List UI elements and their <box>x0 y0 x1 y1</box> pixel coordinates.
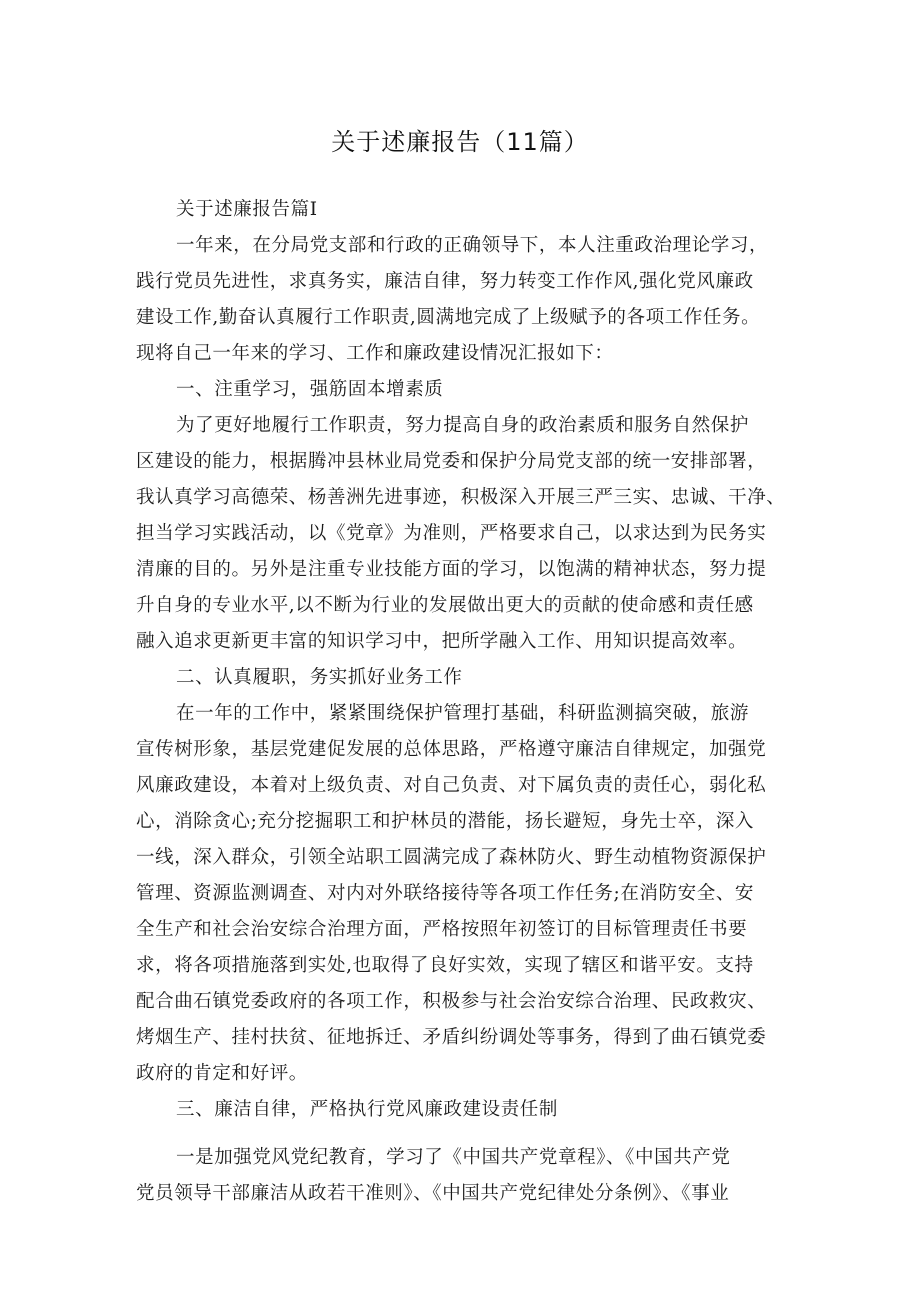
text-line: 关于述廉报告篇Ⅰ <box>176 199 318 220</box>
paragraph-gap <box>136 1128 788 1140</box>
document-title: 关于述廉报告（11篇） <box>331 128 589 156</box>
document-body <box>136 192 788 1212</box>
text-line: 求，将各项措施落到实处,也取得了良好实效，实现了辖区和谐平安。支持 <box>136 955 754 976</box>
text-line: 全生产和社会治安综合治理方面，严格按照年初签订的目标管理责任书要 <box>136 919 748 940</box>
text-line: 一是加强党风党纪教育，学习了《中国共产党章程》、《中国共产党 <box>176 1147 731 1168</box>
text-line: 为了更好地履行工作职责，努力提高自身的政治素质和服务自然保护 <box>176 415 750 436</box>
text-line: 风廉政建设，本着对上级负责、对自己负责、对下属负责的责任心，弱化私 <box>136 775 767 796</box>
text-line: 升自身的专业水平,以不断为行业的发展做出更大的贡献的使命感和责任感 <box>136 595 754 616</box>
text-line: 践行党员先进性，求真务实，廉洁自律，努力转变工作作风,强化党风廉政 <box>136 271 754 292</box>
text-line: 建设工作,勤奋认真履行工作职责,圆满地完成了上级赋予的各项工作任务。 <box>136 307 761 328</box>
text-line: 融入追求更新更丰富的知识学习中，把所学融入工作、用知识提高效率。 <box>136 631 748 652</box>
text-line: 现将自己一年来的学习、工作和廉政建设情况汇报如下： <box>136 343 614 364</box>
text-line: 心，消除贪心;充分挖掘职工和护林员的潜能，扬长避短，身先士卒，深入 <box>136 811 755 832</box>
text-line: 二、认真履职，务实抓好业务工作 <box>176 667 463 688</box>
text-line: 区建设的能力，根据腾冲县林业局党委和保护分局党支部的统一安排部署， <box>136 451 767 472</box>
text-line: 管理、资源监测调查、对内对外联络接待等各项工作任务;在消防安全、安 <box>136 883 755 904</box>
text-line: 政府的肯定和好评。 <box>136 1063 308 1084</box>
text-line: 配合曲石镇党委政府的各项工作，积极参与社会治安综合治理、民政救灾、 <box>136 991 767 1012</box>
text-line: 担当学习实践活动，以《党章》为准则，严格要求自己，以求达到为民务实 <box>136 523 767 544</box>
text-line: 烤烟生产、挂村扶贫、征地拆迁、矛盾纠纷调处等事务，得到了曲石镇党委 <box>136 1027 767 1048</box>
text-line: 清廉的目的。另外是注重专业技能方面的学习，以饱满的精神状态，努力提 <box>136 559 767 580</box>
text-line: 党员领导干部廉洁从政若干准则》、《中国共产党纪律处分条例》、《事业 <box>136 1183 730 1204</box>
text-line: 宣传树形象，基层党建促发展的总体思路，严格遵守廉洁自律规定，加强党 <box>136 739 767 760</box>
text-line: 一线，深入群众，引领全站职工圆满完成了森林防火、野生动植物资源保护 <box>136 847 767 868</box>
text-line: 我认真学习高德荣、杨善洲先进事迹，积极深入开展三严三实、忠诚、干净、 <box>136 487 786 508</box>
text-line: 在一年的工作中，紧紧围绕保护管理打基础，科研监测搞突破，旅游 <box>176 703 750 724</box>
text-line: 一、注重学习，强筋固本增素质 <box>176 379 444 400</box>
text-line: 三、廉洁自律，严格执行党风廉政建设责任制 <box>176 1099 559 1120</box>
text-line: 一年来，在分局党支部和行政的正确领导下，本人注重政治理论学习， <box>176 235 769 256</box>
